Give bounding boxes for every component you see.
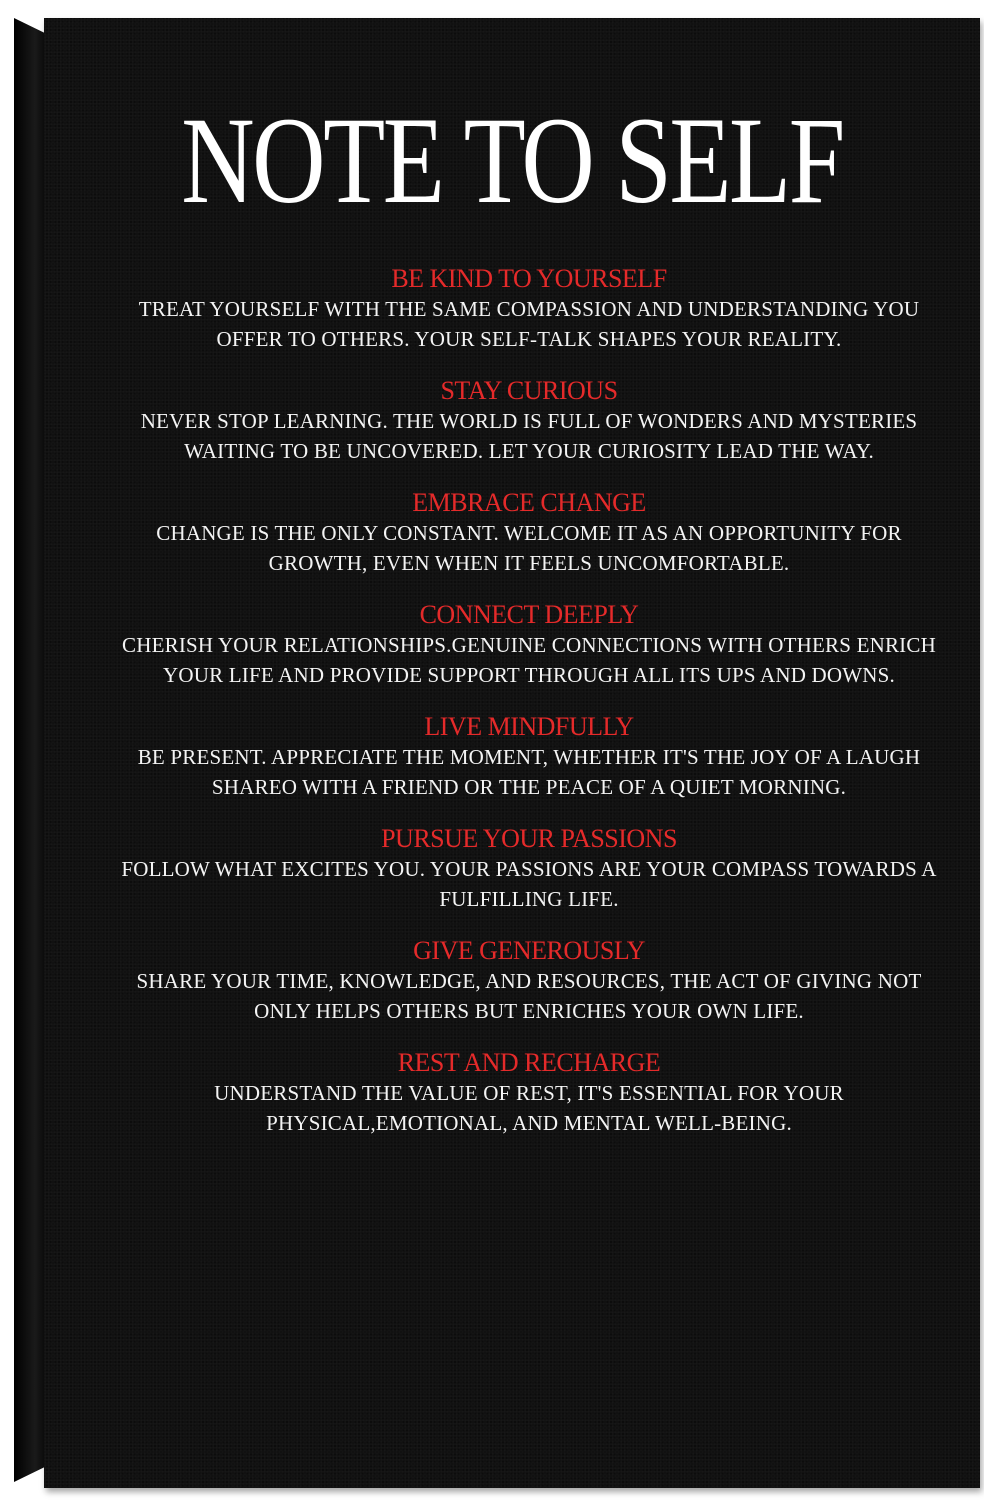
section-connect-deeply — [114, 600, 944, 690]
section-body: FOLLOW WHAT EXCITES YOU. YOUR PASSIONS ARE YOUR COMPASS TOWARDS A FULFILLING LIFE. — [121, 857, 937, 911]
section-live-mindfully — [114, 712, 944, 802]
section-heading: CONNECT DEEPLY — [419, 600, 639, 629]
section-rest-recharge — [114, 1048, 944, 1138]
section-heading: BE KIND TO YOURSELF — [391, 264, 667, 293]
section-heading: EMBRACE CHANGE — [412, 488, 646, 517]
section-body: UNDERSTAND THE VALUE OF REST, IT'S ESSENTIAL FOR YOUR PHYSICAL,EMOTIONAL, AND MENTAL WELL-BEING. — [214, 1081, 844, 1135]
section-heading: PURSUE YOUR PASSIONS — [381, 824, 677, 853]
canvas-face — [44, 18, 980, 1488]
section-body: CHERISH YOUR RELATIONSHIPS.GENUINE CONNECTIONS WITH OTHERS ENRICH YOUR LIFE AND PROVIDE SUPPORT THROUGH ALL ITS UPS AND DOWNS. — [122, 633, 936, 687]
section-body: BE PRESENT. APPRECIATE THE MOMENT, WHETHER IT'S THE JOY OF A LAUGH SHAREO WITH A FRIEND OR THE PEACE OF A QUIET MORNING. — [137, 745, 921, 799]
section-body: TREAT YOURSELF WITH THE SAME COMPASSION AND UNDERSTANDING YOU OFFER TO OTHERS. YOUR SELF-TALK SHAPES YOUR REALITY. — [138, 297, 920, 351]
poster-title: NOTE TO SELF — [181, 92, 843, 229]
section-heading: REST AND RECHARGE — [397, 1048, 661, 1077]
section-heading: STAY CURIOUS — [440, 376, 618, 405]
section-heading: GIVE GENEROUSLY — [413, 936, 645, 965]
section-pursue-passions — [114, 824, 944, 914]
section-body: NEVER STOP LEARNING. THE WORLD IS FULL OF WONDERS AND MYSTERIES WAITING TO BE UNCOVERED. LET YOUR CURIOSITY LEAD THE WAY. — [140, 409, 918, 463]
sections-list — [114, 264, 944, 1160]
section-body: CHANGE IS THE ONLY CONSTANT. WELCOME IT AS AN OPPORTUNITY FOR GROWTH, EVEN WHEN IT FEELS UNCOMFORTABLE. — [156, 521, 902, 575]
canvas-side-edge — [14, 18, 44, 1482]
section-be-kind — [114, 264, 944, 354]
section-embrace-change — [114, 488, 944, 578]
section-heading: LIVE MINDFULLY — [424, 712, 634, 741]
section-body: SHARE YOUR TIME, KNOWLEDGE, AND RESOURCES, THE ACT OF GIVING NOT ONLY HELPS OTHERS BUT ENRICHES YOUR OWN LIFE. — [136, 969, 922, 1023]
section-give-generously — [114, 936, 944, 1026]
section-stay-curious — [114, 376, 944, 466]
